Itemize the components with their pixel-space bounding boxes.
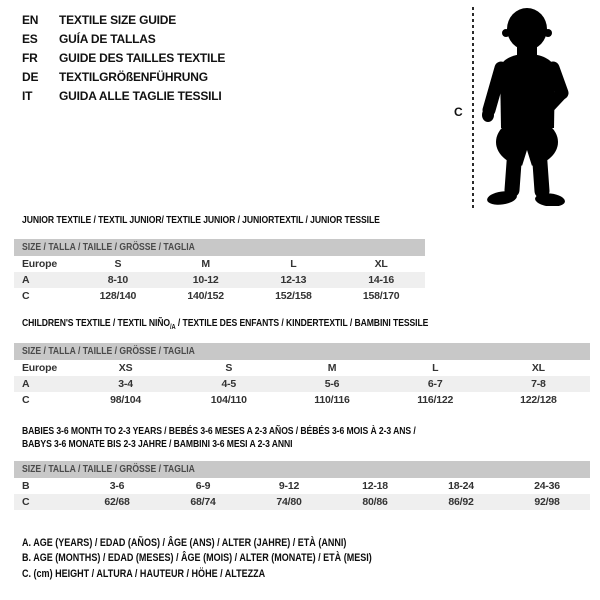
language-row-es [22, 29, 225, 48]
table-cell: 14-16 [368, 274, 395, 286]
table-cell: 5-6 [324, 378, 340, 390]
height-measure-label: C [454, 105, 463, 119]
table-cell: 86/92 [448, 496, 474, 508]
table-row-europe [14, 360, 590, 376]
row-label: B [22, 480, 30, 492]
table-cell: 110/116 [314, 394, 350, 406]
note-age-months [22, 551, 449, 566]
babies-section-title [22, 425, 502, 451]
row-label: C [22, 496, 30, 508]
table-cell: 7-8 [531, 378, 546, 390]
note-text: B. AGE (MONTHS) / EDAD (MESES) / ÂGE (MOIS) / ALTER (MONATE) / ETÀ (MESI) [22, 552, 372, 565]
note-age-years [22, 536, 449, 551]
language-row-it [22, 87, 225, 106]
table-cell: M [327, 362, 337, 374]
baby-silhouette-icon [480, 6, 574, 206]
size-header-bar [14, 343, 590, 360]
table-cell: S [114, 258, 122, 270]
size-header-text: SIZE / TALLA / TAILLE / GRÖSSE / TAGLIA [22, 241, 195, 253]
note-text: C. (cm) HEIGHT / ALTURA / HAUTEUR / HÖHE / ALTEZZA [22, 567, 266, 580]
size-header-bar [14, 239, 425, 256]
table-cell: 128/140 [99, 290, 137, 302]
table-cell: XL [374, 258, 388, 270]
size-header-bar [14, 461, 590, 478]
children-title-before: CHILDREN'S TEXTILE / TEXTIL NIÑO [22, 317, 171, 329]
table-cell: 3-4 [118, 378, 133, 390]
children-title-after: / TEXTILE DES ENFANTS / KINDERTEXTIL / BAMBINI TESSILE [175, 317, 429, 329]
language-code: DE [22, 70, 39, 85]
size-header-text: SIZE / TALLA / TAILLE / GRÖSSE / TAGLIA [22, 463, 195, 475]
junior-title-text: JUNIOR TEXTILE / TEXTIL JUNIOR/ TEXTILE JUNIOR / JUNIORTEXTIL / JUNIOR TESSILE [22, 214, 380, 226]
table-cell: XS [118, 362, 133, 374]
table-cell: 8-10 [107, 274, 128, 286]
table-cell: S [225, 362, 233, 374]
table-cell: 24-36 [534, 480, 560, 492]
table-cell: 10-12 [192, 274, 219, 286]
table-cell: 80/86 [362, 496, 388, 508]
language-label: GUÍA DE TALLAS [59, 31, 156, 46]
table-row-height [14, 288, 425, 304]
table-cell: 3-6 [109, 480, 125, 492]
table-cell: 6-7 [427, 378, 443, 390]
table-cell: 152/158 [275, 290, 312, 302]
language-label: TEXTILE SIZE GUIDE [59, 12, 177, 27]
children-size-table [14, 343, 590, 408]
table-cell: 18-24 [448, 480, 474, 492]
table-cell: L [432, 362, 439, 374]
row-label: C [22, 394, 30, 406]
language-list [22, 10, 225, 106]
row-label: C [22, 290, 30, 302]
babies-size-table [14, 461, 590, 510]
babies-title-line1: BABIES 3-6 MONTH TO 2-3 YEARS / BEBÉS 3-6 MESES A 2-3 AÑOS / BÉBÉS 3-6 MOIS À 2-3 ANS / [22, 425, 416, 437]
language-code: IT [22, 89, 33, 104]
table-row-age-months [14, 478, 590, 494]
children-section-title [22, 317, 518, 329]
table-cell: 104/110 [210, 394, 247, 406]
legend-notes [22, 536, 449, 582]
note-height-cm [22, 567, 449, 582]
children-title-text [22, 317, 428, 329]
table-cell: 9-12 [278, 480, 300, 492]
table-cell: 158/170 [362, 290, 400, 302]
junior-size-table [14, 239, 425, 304]
table-cell: 4-5 [221, 378, 237, 390]
table-row-height [14, 392, 590, 408]
table-cell: 68/74 [190, 496, 216, 508]
table-cell: 140/152 [187, 290, 224, 302]
table-row-age [14, 376, 590, 392]
size-header-text: SIZE / TALLA / TAILLE / GRÖSSE / TAGLIA [22, 345, 195, 357]
note-text: A. AGE (YEARS) / EDAD (AÑOS) / ÂGE (ANS) / ALTER (JAHRE) / ETÀ (ANNI) [22, 537, 347, 549]
language-code: EN [22, 12, 39, 27]
language-row-en [22, 10, 225, 29]
language-code: FR [22, 50, 38, 65]
language-label: GUIDA ALLE TAGLIE TESSILI [59, 89, 222, 104]
table-cell: 116/122 [417, 394, 454, 406]
table-cell: 74/80 [276, 496, 302, 508]
language-label: GUIDE DES TAILLES TEXTILE [59, 50, 226, 65]
language-row-fr [22, 48, 225, 67]
table-cell: M [201, 258, 210, 270]
babies-title-line2: BABYS 3-6 MONATE BIS 2-3 JAHRE / BAMBINI 3-6 MESI A 2-3 ANNI [22, 438, 293, 450]
table-row-age [14, 272, 425, 288]
row-label: A [22, 274, 30, 286]
table-cell: 122/128 [520, 394, 557, 406]
language-label: TEXTILGRÖßENFÜHRUNG [59, 70, 208, 85]
table-row-europe [14, 256, 425, 272]
table-cell: 12-18 [362, 480, 388, 492]
row-label: Europe [22, 362, 57, 374]
row-label: A [22, 378, 30, 390]
table-cell: 92/98 [534, 496, 560, 508]
children-title-subscript: /A [170, 323, 176, 331]
row-label: Europe [22, 258, 57, 270]
table-row-height [14, 494, 590, 510]
table-cell: L [290, 258, 297, 270]
table-cell: 6-9 [195, 480, 211, 492]
table-cell: 12-13 [280, 274, 307, 286]
table-cell: 62/68 [104, 496, 130, 508]
language-row-de [22, 68, 225, 87]
height-dotted-line [472, 7, 474, 210]
language-code: ES [22, 31, 38, 46]
table-cell: XL [531, 362, 545, 374]
junior-section-title [22, 214, 458, 226]
table-cell: 98/104 [110, 394, 142, 406]
